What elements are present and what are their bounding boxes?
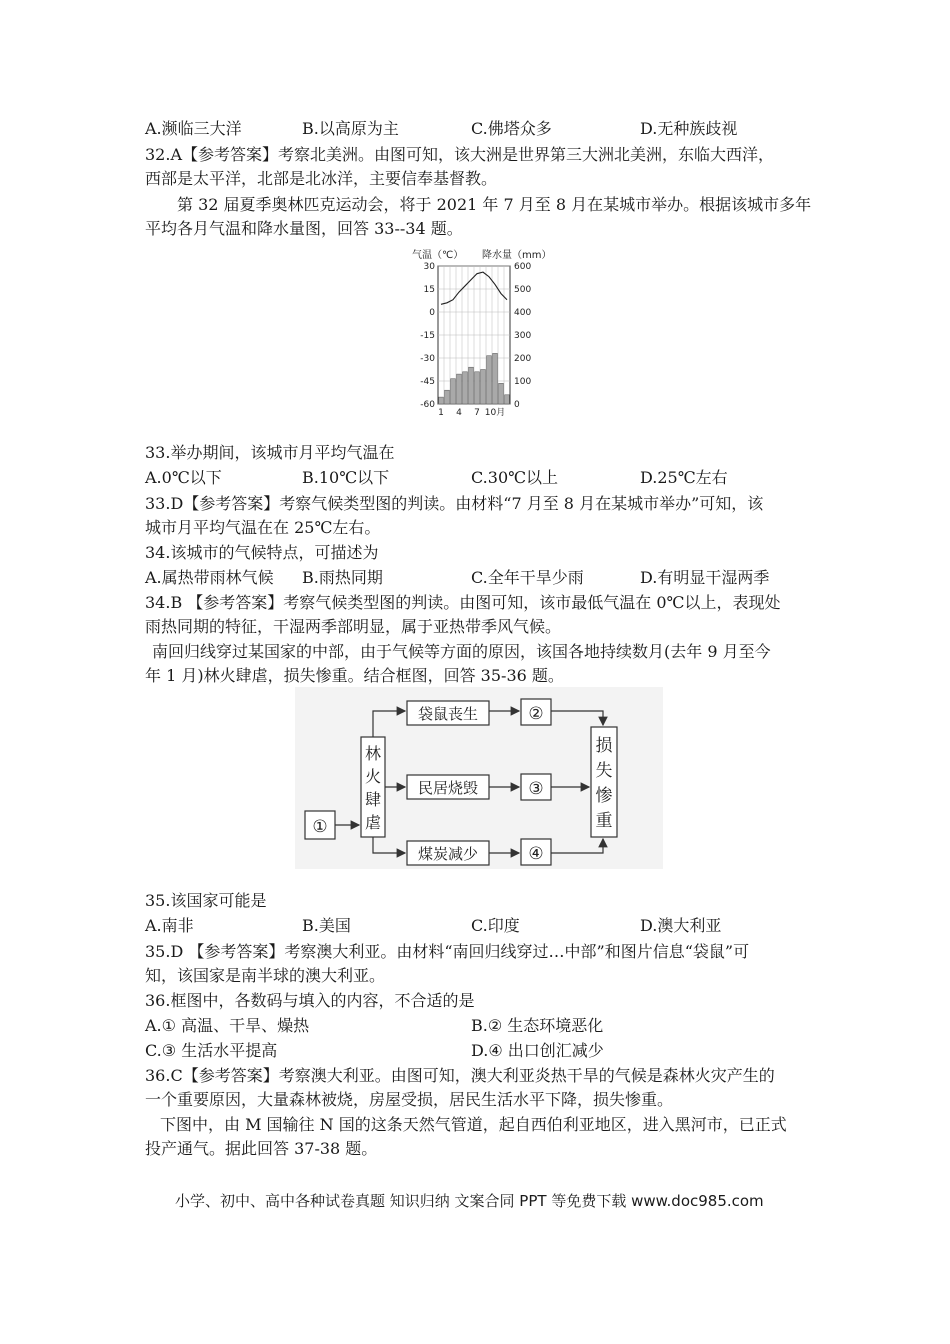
- x-tick-label: 4: [456, 408, 462, 418]
- q36-question: 36.框图中，各数码与填入的内容，不合适的是: [145, 991, 475, 1010]
- left-tick-label: -15: [420, 331, 435, 341]
- q36-option-c: C.③ 生活水平提高: [145, 1041, 278, 1060]
- q36-answer-line1: 36.C【参考答案】考察澳大利亚。由图可知，澳大利亚炎热干旱的气候是森林火灾产生的: [145, 1066, 775, 1085]
- right-tick-label: 400: [514, 308, 532, 318]
- intro-37-38-line2: 投产通气。据此回答 37-38 题。: [145, 1139, 378, 1158]
- q33-option-b: B.10℃以下: [302, 468, 390, 487]
- precipitation-bar: [481, 370, 486, 405]
- precipitation-bar: [469, 367, 474, 404]
- end-char-3: 惨: [595, 786, 613, 806]
- left-tick-label: -60: [420, 400, 435, 410]
- chart-ylabel-left: 气温（℃）: [412, 250, 464, 261]
- precipitation-bar: [499, 383, 504, 404]
- left-tick-label: -30: [420, 354, 435, 364]
- q33-question: 33.举办期间，该城市月平均气温在: [145, 443, 395, 462]
- wildfire-flow-diagram: [295, 687, 663, 869]
- q32-answer-line2: 西部是太平洋，北部是北冰洋，主要信奉基督教。: [145, 169, 498, 188]
- q34-answer-line2: 雨热同期的特征，干湿两季部明显，属于亚热带季风气候。: [145, 617, 562, 636]
- intro-33-34-line1: 第 32 届夏季奥林匹克运动会，将于 2021 年 7 月至 8 月在某城市举办。根据该城市多年: [177, 195, 812, 214]
- end-char-1: 损: [595, 736, 613, 756]
- q33-option-c: C.30℃以上: [471, 468, 559, 487]
- q35-question: 35.该国家可能是: [145, 891, 267, 910]
- precipitation-bar: [487, 356, 492, 404]
- chart-ylabel-right: 降水量（mm）: [482, 250, 552, 261]
- number-label-4: ④: [528, 844, 544, 864]
- right-tick-label: 100: [514, 377, 532, 387]
- footer-text: 小学、初中、高中各种试卷真题 知识归纳 文案合同 PPT 等免费下载 www.doc985.com: [175, 1192, 764, 1210]
- q32-answer-line1: 32.A【参考答案】考察北美洲。由图可知，该大洲是世界第三大洲北美洲，东临大西洋，: [145, 145, 775, 164]
- q33-option-d: D.25℃左右: [640, 468, 728, 487]
- q35-option-a: A.南非: [145, 916, 194, 935]
- left-tick-label: 15: [423, 285, 435, 295]
- left-tick-label: 0: [429, 308, 435, 318]
- q35-answer-line2: 知，该国家是南半球的澳大利亚。: [145, 966, 386, 985]
- center-char-2: 火: [364, 767, 382, 786]
- q33-answer-line2: 城市月平均气温在在 25℃左右。: [145, 518, 381, 537]
- intro-35-36-line2: 年 1 月)林火肆虐，损失惨重。结合框图，回答 35-36 题。: [145, 666, 564, 685]
- q32-option-b: B.以高原为主: [302, 119, 399, 138]
- q35-option-d: D.澳大利亚: [640, 916, 722, 935]
- x-tick-label: 1: [438, 408, 444, 418]
- q32-option-a: A.濒临三大洋: [145, 119, 242, 138]
- q36-option-d: D.④ 出口创汇减少: [471, 1041, 604, 1060]
- q36-option-b: B.② 生态环境恶化: [471, 1016, 604, 1035]
- q34-option-d: D.有明显干湿两季: [640, 568, 770, 587]
- precipitation-bar: [493, 353, 498, 404]
- precipitation-bar: [439, 397, 444, 404]
- precipitation-bar: [505, 395, 510, 404]
- center-char-4: 虐: [364, 813, 382, 832]
- precipitation-bar: [451, 379, 456, 404]
- q34-option-a: A.属热带雨林气候: [145, 568, 274, 587]
- q33-option-a: A.0℃以下: [145, 468, 222, 487]
- left-tick-label: -45: [420, 377, 435, 387]
- center-char-1: 林: [364, 744, 382, 763]
- right-tick-label: 300: [514, 331, 532, 341]
- branch-label-3: 煤炭减少: [417, 845, 479, 863]
- q32-option-c: C.佛塔众多: [471, 119, 552, 138]
- right-tick-label: 600: [514, 262, 532, 272]
- left-tick-label: 30: [423, 262, 435, 272]
- x-tick-label: 10月: [484, 408, 506, 418]
- precipitation-bar: [463, 372, 468, 404]
- x-tick-label: 7: [474, 408, 480, 418]
- q32-option-d: D.无种族歧视: [640, 119, 738, 138]
- q34-question: 34.该城市的气候特点，可描述为: [145, 543, 379, 562]
- right-tick-label: 200: [514, 354, 532, 364]
- q34-answer-line1: 34.B 【参考答案】考察气候类型图的判读。由图可知，该市最低气温在 0℃以上，表现处: [145, 593, 781, 612]
- intro-35-36-line1: 南回归线穿过某国家的中部，由于气候等方面的原因，该国各地持续数月(去年 9 月至今: [152, 642, 771, 661]
- branch-label-2: 民居烧毁: [417, 779, 479, 797]
- q34-option-c: C.全年干旱少雨: [471, 568, 584, 587]
- q35-option-b: B.美国: [302, 916, 351, 935]
- precipitation-bar: [475, 372, 480, 404]
- intro-33-34-line2: 平均各月气温和降水量图，回答 33--34 题。: [145, 219, 463, 238]
- right-tick-label: 500: [514, 285, 532, 295]
- q36-answer-line2: 一个重要原因，大量森林被烧，房屋受损，居民生活水平下降，损失惨重。: [145, 1090, 674, 1109]
- q35-option-c: C.印度: [471, 916, 520, 935]
- q33-answer-line1: 33.D【参考答案】考察气候类型图的判读。由材料“7 月至 8 月在某城市举办”可知，该: [145, 494, 764, 513]
- precipitation-bar: [445, 390, 450, 404]
- start-box-label: ①: [312, 817, 328, 837]
- number-label-3: ③: [528, 779, 544, 799]
- climate-chart: [410, 244, 555, 424]
- right-tick-label: 0: [514, 400, 520, 410]
- end-char-2: 失: [595, 761, 613, 781]
- number-label-2: ②: [528, 704, 544, 724]
- q36-option-a: A.① 高温、干旱、燥热: [145, 1016, 310, 1035]
- intro-37-38-line1: 下图中，由 M 国输往 N 国的这条天然气管道，起自西伯利亚地区，进入黑河市，已正式: [160, 1115, 787, 1134]
- q35-answer-line1: 35.D 【参考答案】考察澳大利亚。由材料“南回归线穿过…中部”和图片信息“袋鼠”可: [145, 942, 750, 961]
- end-char-4: 重: [595, 811, 613, 831]
- branch-label-1: 袋鼠丧生: [417, 705, 479, 723]
- precipitation-bar: [457, 374, 462, 404]
- q34-option-b: B.雨热同期: [302, 568, 383, 587]
- center-char-3: 肆: [364, 790, 382, 809]
